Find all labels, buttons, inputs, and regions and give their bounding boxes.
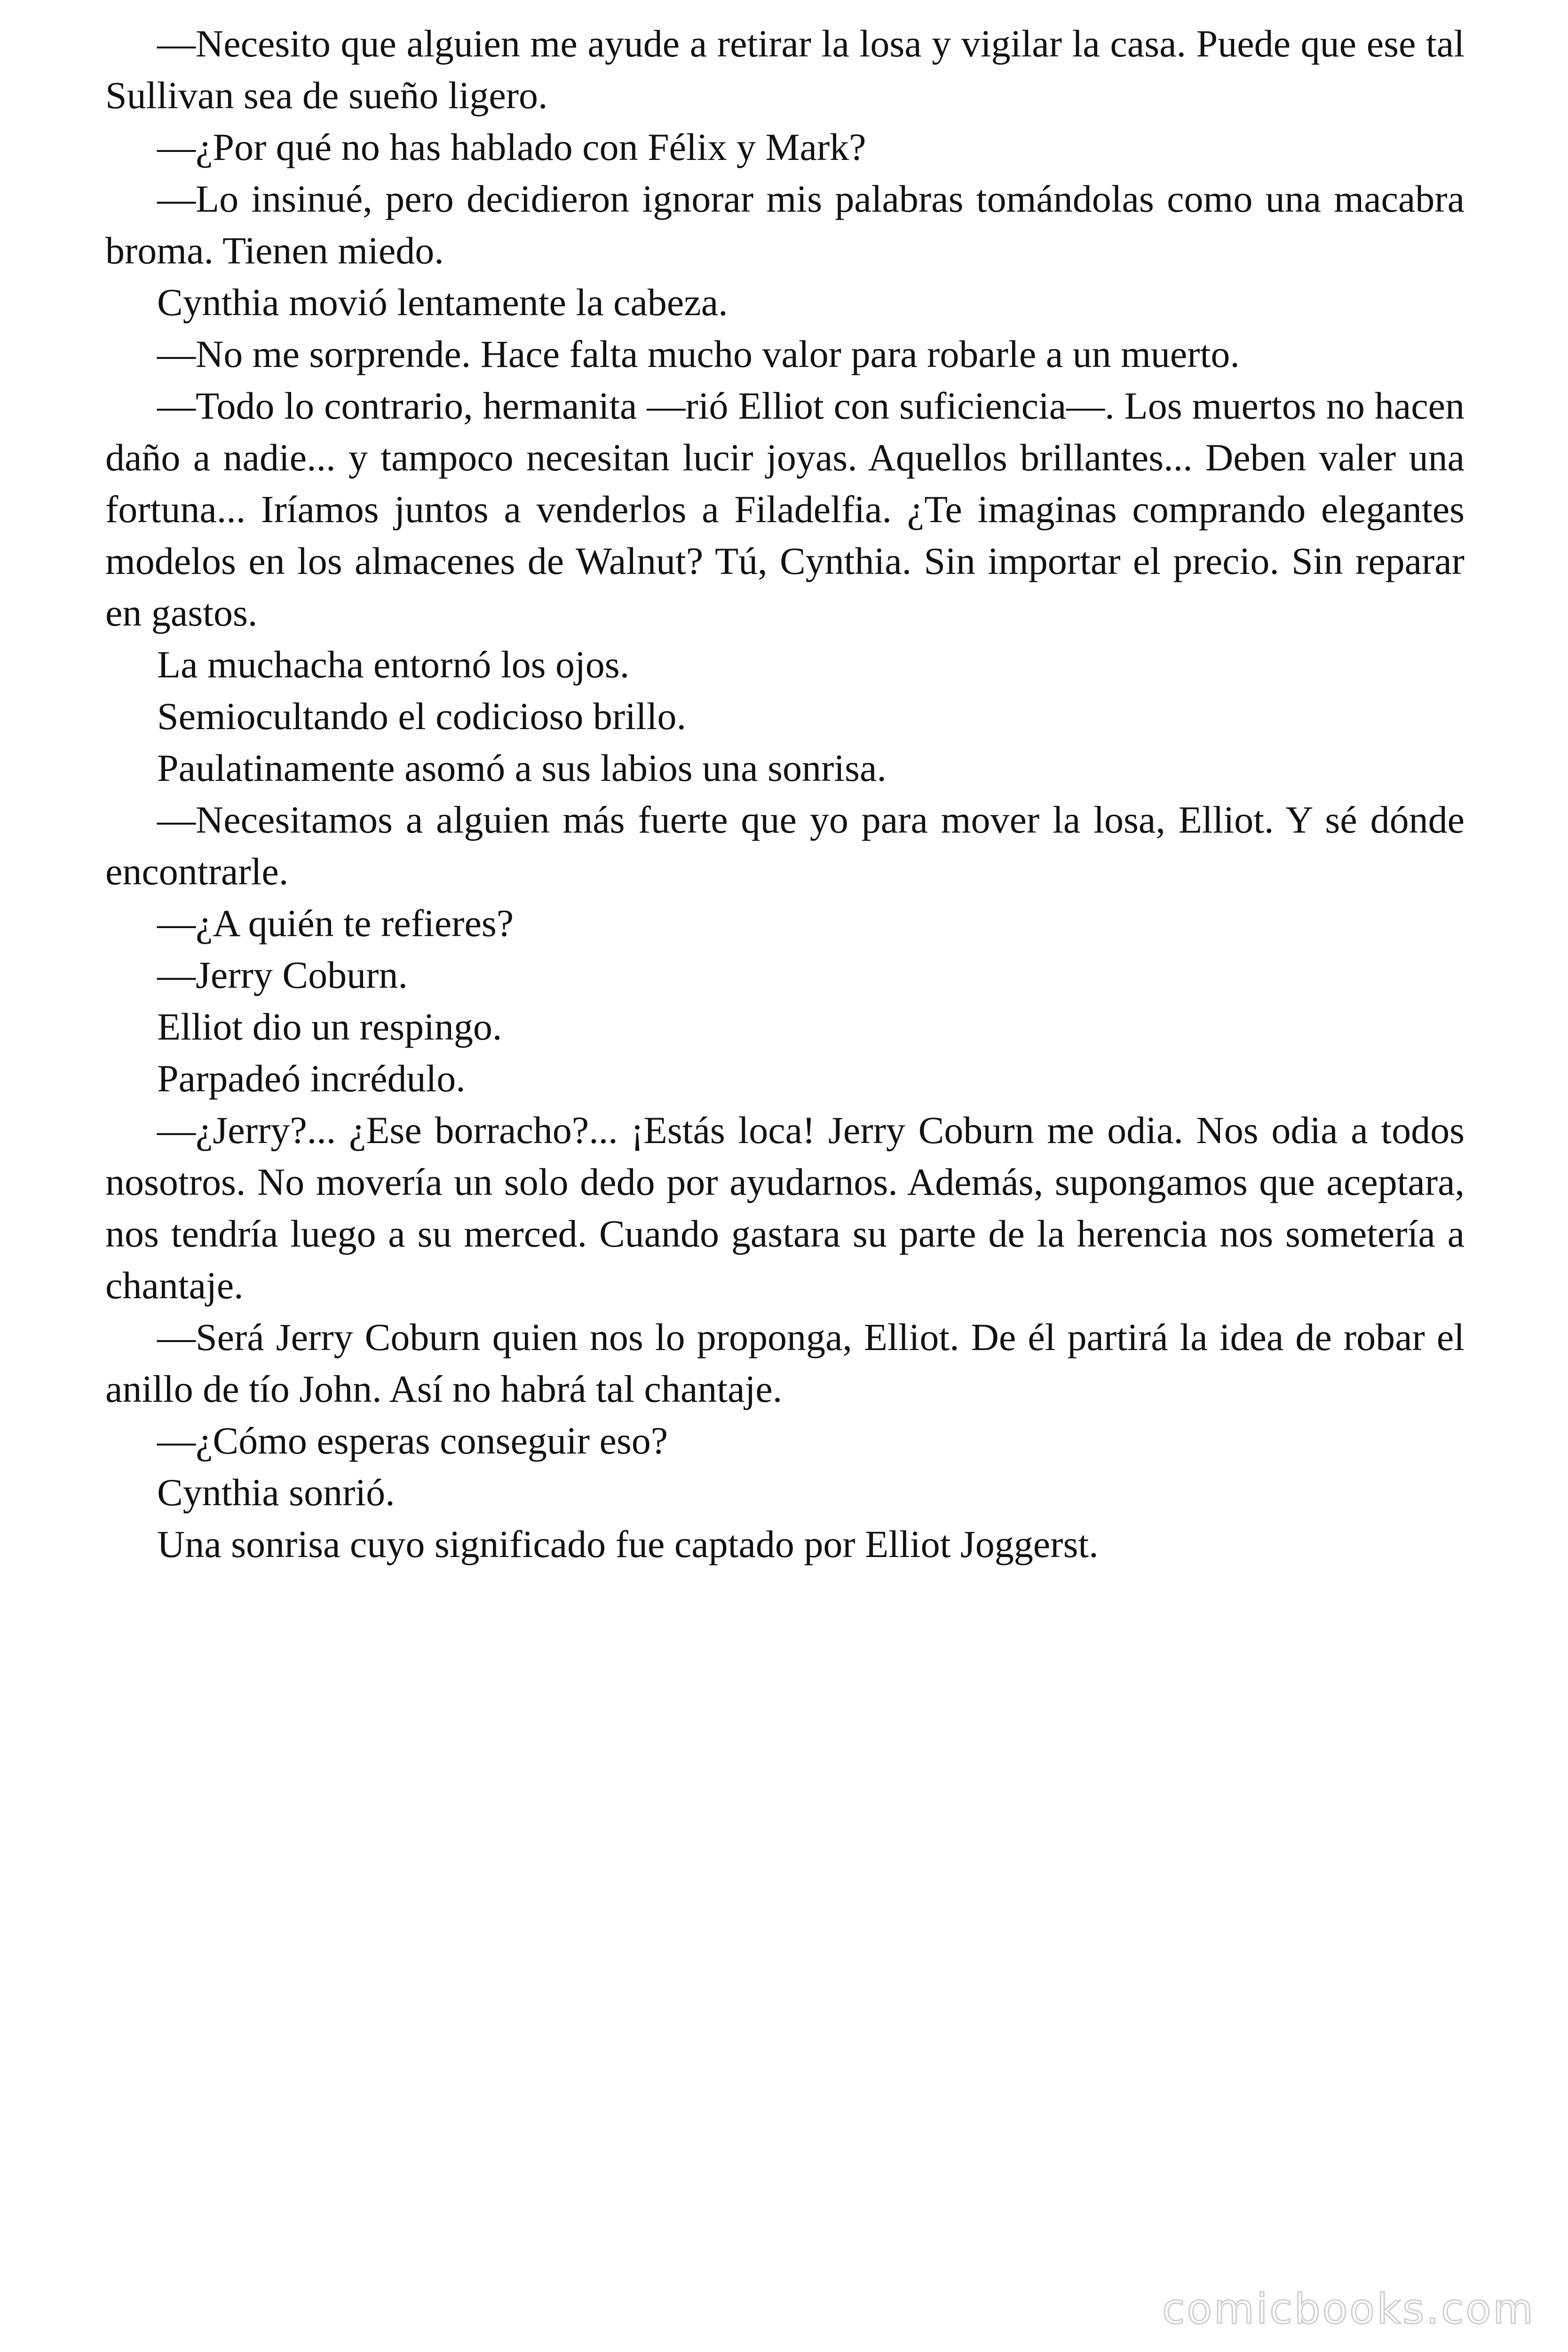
- paragraph: —¿Cómo esperas conseguir eso?: [157, 1419, 668, 1462]
- paragraph: Parpadeó incrédulo.: [157, 1057, 466, 1100]
- paragraph: —¿Por qué no has hablado con Félix y Mark?: [157, 126, 866, 168]
- paragraph: —Será Jerry Coburn quien nos lo proponga, Elliot. De él partirá la idea de robar el anillo de tío John. Así no habrá tal chantaje.: [105, 1316, 1465, 1410]
- paragraph: Paulatinamente asomó a sus labios una sonrisa.: [157, 747, 887, 789]
- paragraph: —Lo insinué, pero decidieron ignorar mis palabras tomándolas como una macabra broma. Tienen miedo.: [105, 177, 1465, 272]
- paragraph: —Necesitamos a alguien más fuerte que yo para mover la losa, Elliot. Y sé dónde encontrarle.: [105, 798, 1465, 893]
- paragraph: —Jerry Coburn.: [157, 954, 408, 996]
- paragraph: —¿Jerry?... ¿Ese borracho?... ¡Estás loca! Jerry Coburn me odia. Nos odia a todos nosotros. No movería un solo dedo por ayudarnos. Además, supongamos que aceptara, nos tendría luego a su merced. Cuando gastara su parte de la herencia nos sometería a chantaje.: [105, 1109, 1465, 1307]
- watermark: comicbooks.com: [1162, 2285, 1535, 2333]
- paragraph: Semiocultando el codicioso brillo.: [157, 695, 687, 738]
- paragraph: Cynthia movió lentamente la cabeza.: [157, 281, 728, 324]
- page-text: [105, 18, 1465, 1570]
- paragraph: La muchacha entornó los ojos.: [157, 643, 630, 686]
- paragraph: —Todo lo contrario, hermanita —rió Elliot con suficiencia—. Los muertos no hacen daño a nadie... y tampoco necesitan lucir joyas. Aquellos brillantes... Deben valer una fortuna... Iríamos juntos a venderlos a Filadelfia. ¿Te imaginas comprando elegantes modelos en los almacenes de Walnut? Tú, Cynthia. Sin importar el precio. Sin reparar en gastos.: [105, 384, 1465, 634]
- paragraph: Una sonrisa cuyo significado fue captado por Elliot Joggerst.: [157, 1523, 1099, 1565]
- paragraph: Elliot dio un respingo.: [157, 1005, 502, 1048]
- paragraph: Cynthia sonrió.: [157, 1471, 395, 1514]
- paragraph: —Necesito que alguien me ayude a retirar la losa y vigilar la casa. Puede que ese tal Sullivan sea de sueño ligero.: [105, 22, 1465, 117]
- paragraph: —No me sorprende. Hace falta mucho valor para robarle a un muerto.: [157, 333, 1240, 375]
- paragraph: —¿A quién te refieres?: [157, 902, 514, 945]
